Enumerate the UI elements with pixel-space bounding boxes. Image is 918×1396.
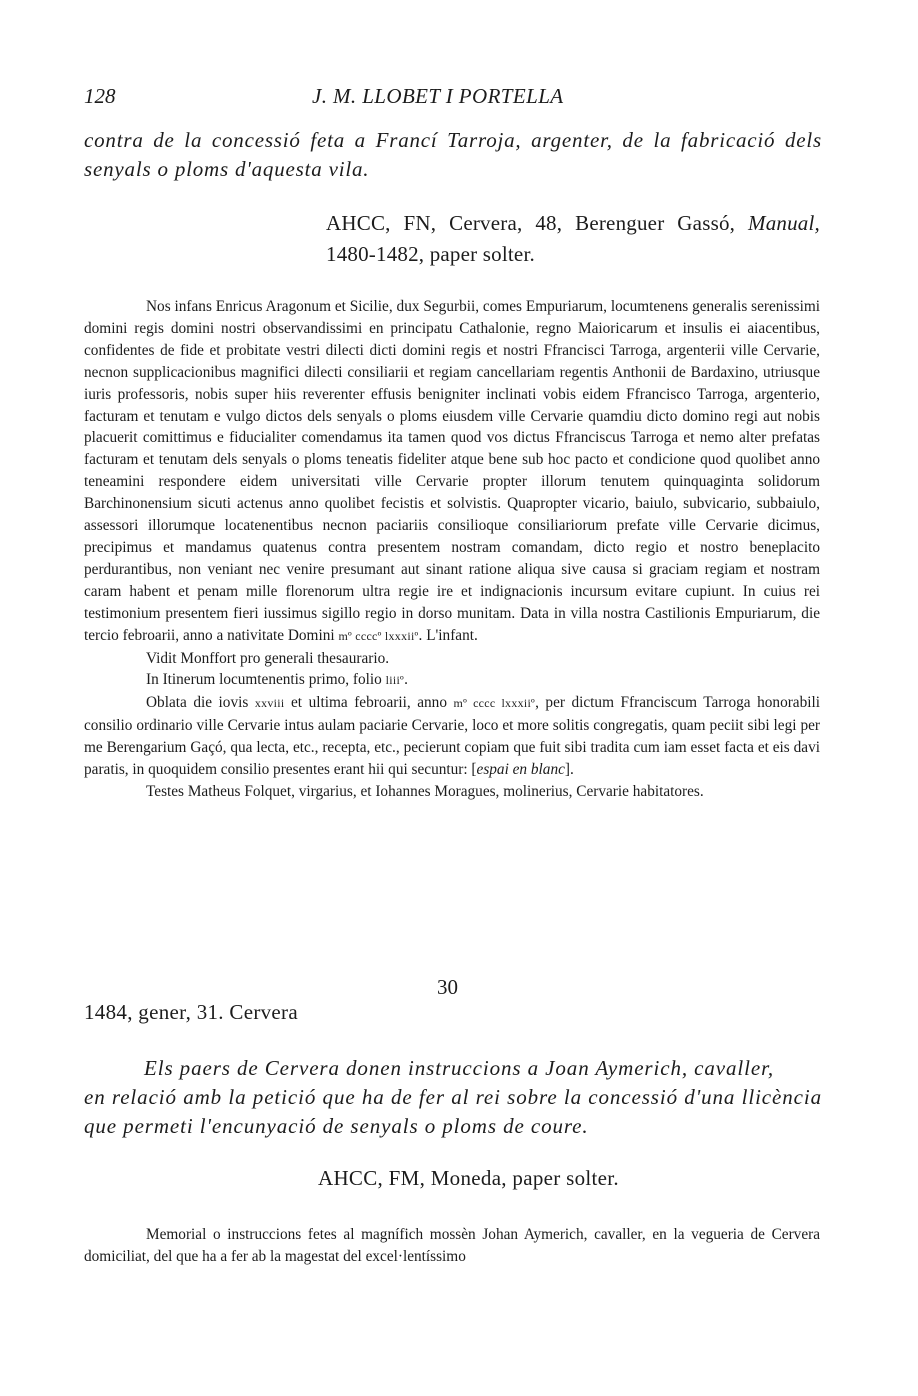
transcription-paragraph-main [84,296,820,648]
transcription-paragraph-oblata [84,692,820,781]
document-transcription [84,296,820,803]
archival-source-citation-2: AHCC, FM, Moneda, paper solter. [318,1166,619,1190]
document-number: 30 [437,975,458,999]
folio-smallcaps: liiiº [385,673,405,688]
oblata-year-smallcaps: mº cccc lxxxiiº [453,696,536,711]
editorial-note: espai en blanc [476,761,565,779]
document-summary [84,1054,822,1141]
main-text: Nos infans Enricus Aragonum et Sicilie, dux Segurbii, comes Empuriarum, locumtenens generalis serenissimi domini regis domini nostri observandissimi en principatu Cathalonie, regno Maioricarum et insulis ei aiacentibus, confidentes de fide et probitate vestri dilecti dicti domini regis et nostri Ffrancisci Tarroga, argenterii ville Cervarie, necnon supplicacionibus magnifici dilecti consiliarii et regiam cancellariam regentis Anthonii de Bardaxino, utriusque iuris professoris, nobis super hiis reverenter effusis benigniter inclinati vobis eidem Ffrancisco Tarroga, argenterio, facturam et tenutam e vulgo dictos dels senyals o ploms eiusdem ville Cervarie quamdiu dicto domino regi aut nobis placuerit comittimus e fiducialiter comendamus ita tamen quod vos dictus Ffranciscus Tarroga et nemo alter prefatas facturam et tenutam dels senyals o ploms teneatis fideliter atque bene sub hoc pacto et condicione quod quolibet anno teneamini respondere eidem universitati ville Cervarie propter illorum tenutem quinquaginta solidorum Barchinonensium sicuti actenus anno quolibet fecistis et solvistis. Quapropter vicario, baiulo, subvicario, subbaiulo, assessori illorumque locatenentibus necnon paciariis consilioque consiliariorum prefate ville Cervarie dicimus, precipimus et mandamus quatenus contra presentem nostram comandam, dicto regio et nostro beneplacito perdurantibus, non veniant nec venire presumant aut sinant ratione aliqua sive causa si graciam regiam et nostram caram habent et penam mille florenorum ultra regie ire et indignacionis incursum evitare cupiunt. In cuius rei testimonium presentem fieri iussimus sigillo regio in dorso munitam. Data in villa nostra Castilionis Empuriarum, die tercio febroarii, anno a nativitate Domini [84,298,820,644]
transcription-intro: Memorial o instruccions fetes al magnífich mossèn Johan Aymerich, cavaller, en la vegueria de Cervera domiciliat, del que ha a fer ab la magestat del excel·lentíssimo [84,1226,820,1265]
itinerum-end: . [404,671,408,689]
date-smallcaps: mº ccccº lxxxiiº [338,628,419,643]
oblata-text-3: , per dictum Ffranciscum Tarroga honorabili consilio ordinario ville Cervarie intus aulam paciarie Cervarie, loco et more solitis congregatis, quam peciit sibi legi per me Berengarium Gaçó, qua lecta, etc., recepta, etc., pecierunt copiam que fuit sibi tradita cum iam esset facta et eis davi paratis, in quoquidem consilio presentes erant hii qui secuntur: [ [84,694,820,779]
archival-source-citation [326,208,820,270]
main-text-end: . L'infant. [418,626,478,644]
summary-first-line: Els paers de Cervera donen instruccions a Joan Aymerich, cavaller, [144,1056,774,1080]
oblata-day-smallcaps: xxviii [254,696,285,711]
source-title: Manual, [748,211,820,235]
running-author: J. M. LLOBET I PORTELLA [312,84,564,108]
oblata-end: ]. [564,761,574,779]
page-number: 128 [84,84,116,108]
source-prefix: AHCC, FN, Cervera, 48, Berenguer Gassó, [326,211,749,235]
itinerum-text: In Itinerum locumtenentis primo, folio [146,671,386,689]
oblata-text-2: et ultima febroarii, anno [284,694,454,712]
transcription-paragraph-itinerum [84,669,820,692]
oblata-text-1: Oblata die iovis [146,694,255,712]
document-summary-continued: contra de la concessió feta a Francí Tarroja, argenter, de la fabricació dels senyals o ploms d'aquesta vila. [84,128,822,181]
document-dateline: 1484, gener, 31. Cervera [84,1000,298,1024]
running-header [84,84,820,114]
source-suffix: 1480-1482, paper solter. [326,242,535,266]
transcription-paragraph-vidit: Vidit Monffort pro generali thesaurario. [146,649,390,667]
transcription-paragraph-testes: Testes Matheus Folquet, virgarius, et Iohannes Moragues, molinerius, Cervarie habitatores. [146,782,704,800]
summary-rest: en relació amb la petició que ha de fer al rei sobre la concessió d'una llicència que permeti l'encunyació de senyals o ploms de coure. [84,1085,822,1138]
